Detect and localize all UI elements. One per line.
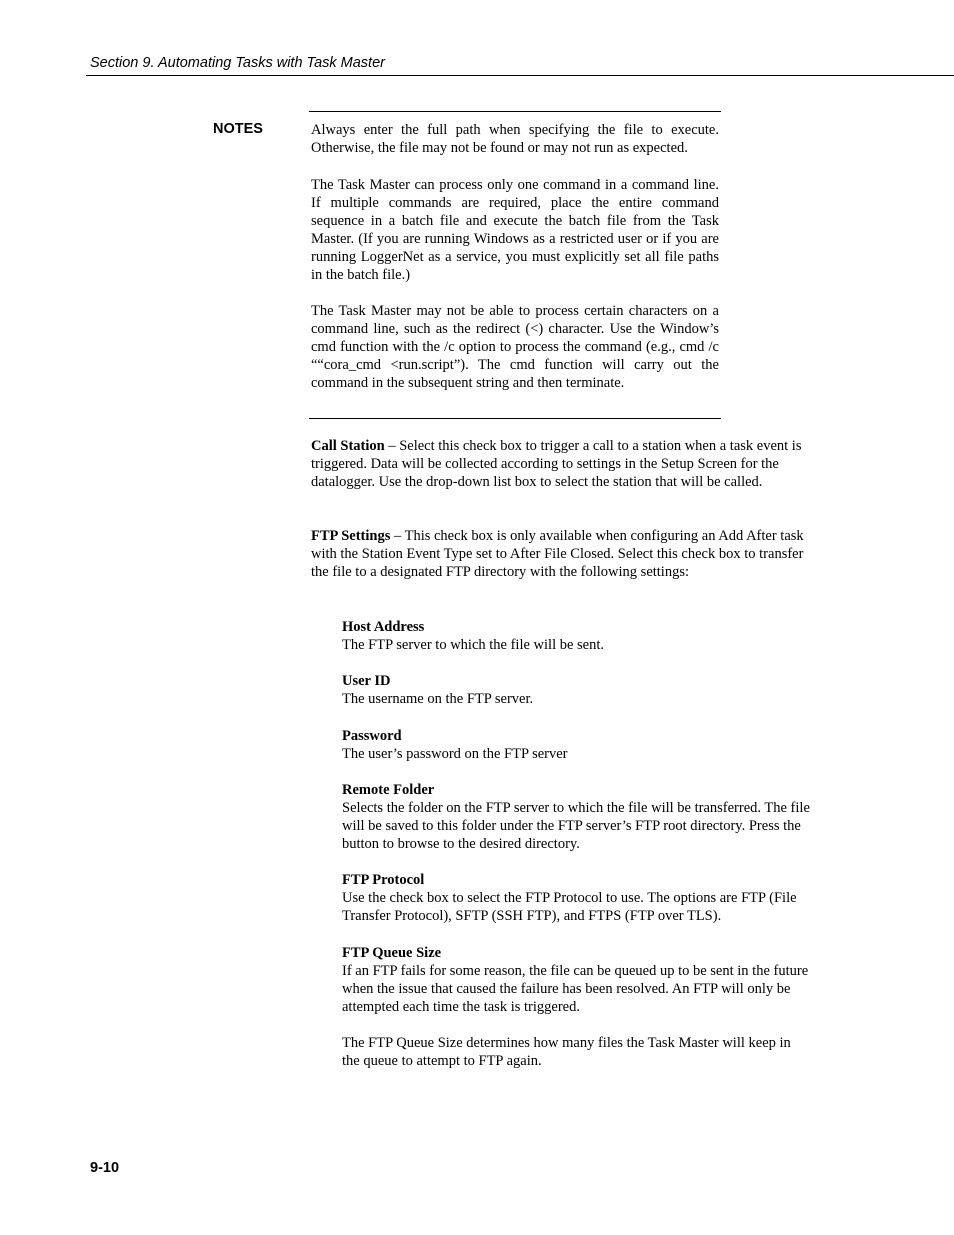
setting-title: Remote Folder: [342, 782, 435, 798]
note-paragraph-3: The Task Master may not be able to process certain characters on a command line, such as the redirect (<) character. Use the Window’s cmd function with the /c option to process the command (e.g., cmd /c ““cora_cmd <run.script”). The cmd function will carry out the command in the subsequent string and then terminate.: [311, 303, 719, 391]
setting-title: FTP Protocol: [342, 872, 425, 888]
setting-user-id: [342, 672, 810, 708]
setting-title: Host Address: [342, 619, 425, 635]
setting-description: If an FTP fails for some reason, the file can be queued up to be sent in the future when the issue that caused the failure has been resolved. An FTP will only be attempted each time the task is triggered.: [342, 963, 809, 1015]
notes-box: [309, 111, 721, 419]
ftp-settings-text: – This check box is only available when configuring an Add After task with the Station Event Type set to After File Closed. Select this check box to transfer the file to a designated FTP directory with the following settings:: [311, 528, 804, 580]
setting-remote-folder: [342, 781, 810, 853]
call-station-text: – Select this check box to trigger a call to a station when a task event is triggered. Data will be collected according to settings in the Setup Screen for the datalogger. Use the drop-down list box to select the station that will be called.: [311, 438, 802, 490]
setting-description: The username on the FTP server.: [342, 691, 534, 707]
setting-title: User ID: [342, 673, 391, 689]
section-header: Section 9. Automating Tasks with Task Master: [90, 55, 385, 71]
call-station-paragraph: [311, 437, 806, 491]
queue-size-note: The FTP Queue Size determines how many files the Task Master will keep in the queue to attempt to FTP again.: [342, 1035, 791, 1069]
setting-ftp-protocol: [342, 871, 810, 925]
setting-host-address: [342, 618, 810, 654]
ftp-settings-term: FTP Settings: [311, 528, 391, 544]
setting-ftp-queue-size: [342, 944, 810, 1016]
ftp-settings-paragraph: [311, 527, 806, 581]
setting-description: The FTP server to which the file will be sent.: [342, 637, 605, 653]
setting-description: Selects the folder on the FTP server to which the file will be transferred. The file will be saved to this folder under the FTP server’s FTP root directory. Press the button to browse to the desired directory.: [342, 800, 810, 852]
page-number: 9-10: [90, 1160, 120, 1176]
setting-password: [342, 727, 810, 763]
setting-title: Password: [342, 728, 402, 744]
note-paragraph-2: The Task Master can process only one command in a command line. If multiple commands are required, place the entire command sequence in a batch file and execute the batch file from the Task Master. (If you are running Windows as a restricted user or if you are running LoggerNet as a service, you must explicitly set all file paths in the batch file.): [311, 177, 719, 283]
call-station-term: Call Station: [311, 438, 385, 454]
header-rule: [86, 75, 954, 76]
notes-label: NOTES: [213, 121, 263, 137]
setting-description: Use the check box to select the FTP Protocol to use. The options are FTP (File Transfer Protocol), SFTP (SSH FTP), and FTPS (FTP over TLS).: [342, 890, 797, 924]
setting-title: FTP Queue Size: [342, 945, 442, 961]
setting-description: The user’s password on the FTP server: [342, 746, 568, 762]
note-paragraph-1: Always enter the full path when specifying the file to execute. Otherwise, the file may not be found or may not run as expected.: [311, 122, 719, 156]
